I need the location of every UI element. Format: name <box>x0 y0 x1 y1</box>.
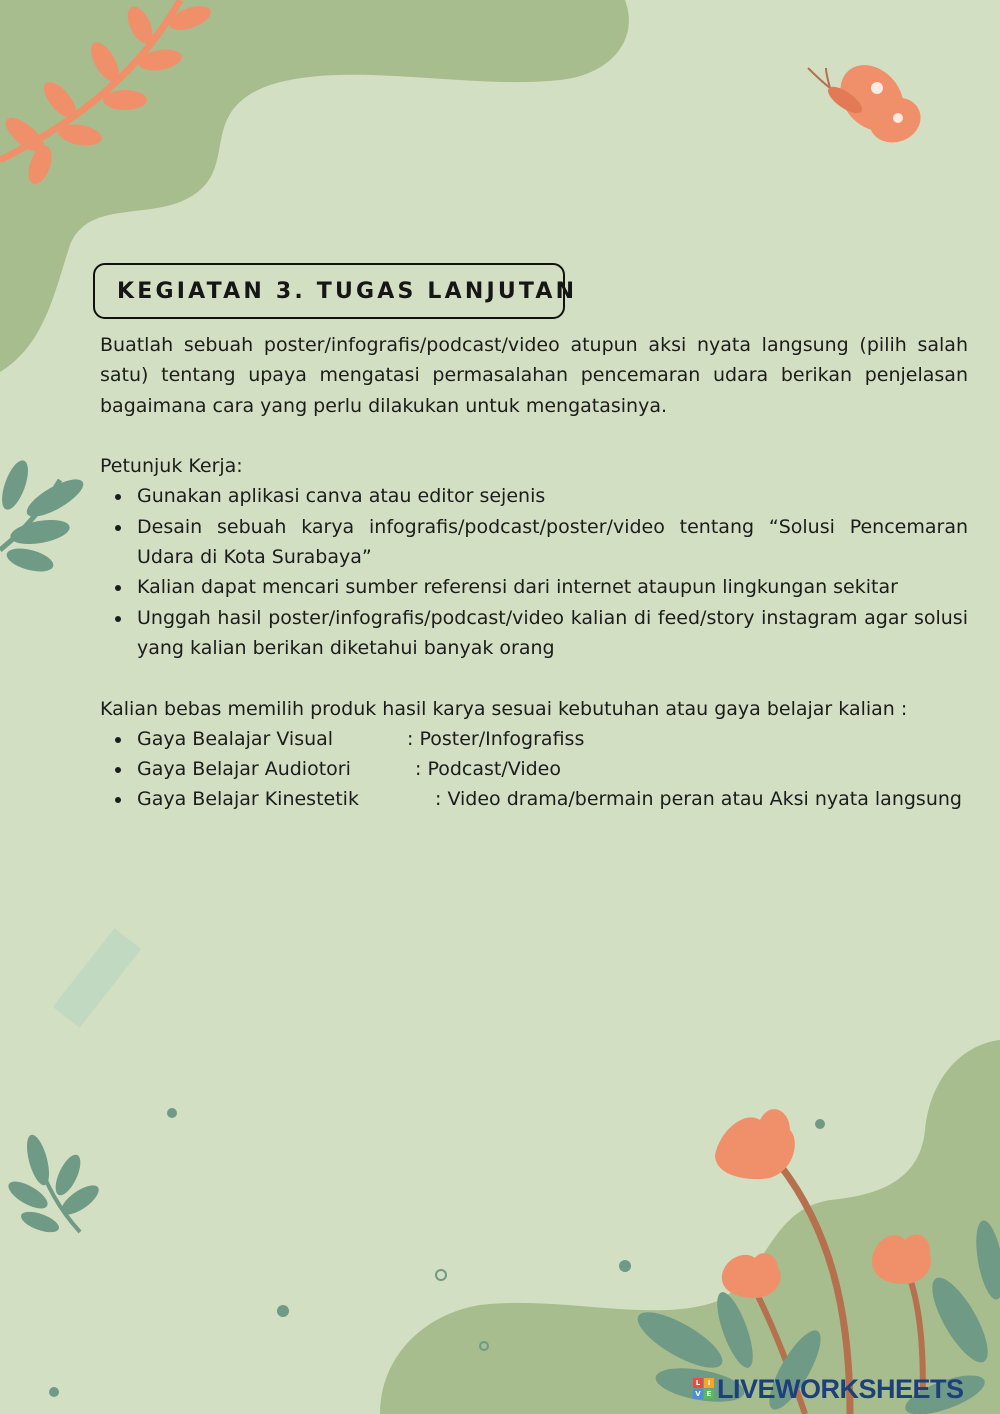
title-box <box>93 263 578 319</box>
instructions-list <box>100 481 968 663</box>
list-item: Unggah hasil poster/infografis/podcast/video kalian di feed/story instagram agar solusi yang kalian berikan diketahui banyak orang <box>137 603 968 664</box>
list-item <box>137 754 968 784</box>
style-value: : Video drama/bermain peran atau Aksi nyata langsung <box>435 788 962 811</box>
page-title: KEGIATAN 3. TUGAS LANJUTAN <box>117 279 578 304</box>
lower-left-leaf-sprig <box>4 1133 103 1237</box>
list-item <box>137 724 968 754</box>
instructions-heading: Petunjuk Kerja: <box>100 455 243 478</box>
butterfly-icon <box>808 52 927 149</box>
style-value: : Poster/Infografiss <box>407 727 585 750</box>
content <box>100 330 968 815</box>
liveworksheets-watermark <box>693 1374 964 1404</box>
style-value: : Podcast/Video <box>415 758 561 781</box>
tape-strip <box>53 928 141 1028</box>
intro-paragraph: Buatlah sebuah poster/infografis/podcast/video atupun aksi nyata langsung (pilih salah satu) tentang upaya mengatasi permasalahan pencemaran udara berikan penjelasan bagaimana cara yang perlu dilakukan untuk mengatasinya. <box>100 334 968 417</box>
liveworksheets-logo-icon: L I V E <box>693 1378 715 1400</box>
style-label: Gaya Belajar Kinestetik <box>137 788 359 811</box>
style-label: Gaya Belajar Audiotori <box>137 758 351 781</box>
choice-paragraph: Kalian bebas memilih produk hasil karya sesuai kebutuhan atau gaya belajar kalian : <box>100 697 908 720</box>
learning-styles-list <box>100 724 968 815</box>
style-label: Gaya Bealajar Visual <box>137 727 334 750</box>
watermark-text: LIVEWORKSHEETS <box>717 1373 964 1404</box>
list-item: Gunakan aplikasi canva atau editor sejenis <box>137 481 968 511</box>
list-item: Kalian dapat mencari sumber referensi dari internet ataupun lingkungan sekitar <box>137 572 968 602</box>
list-item: Desain sebuah karya infografis/podcast/poster/video tentang “Solusi Pencemaran Udara di Kota Surabaya” <box>137 512 968 573</box>
list-item <box>137 784 968 814</box>
left-leaf-sprig <box>0 457 88 576</box>
